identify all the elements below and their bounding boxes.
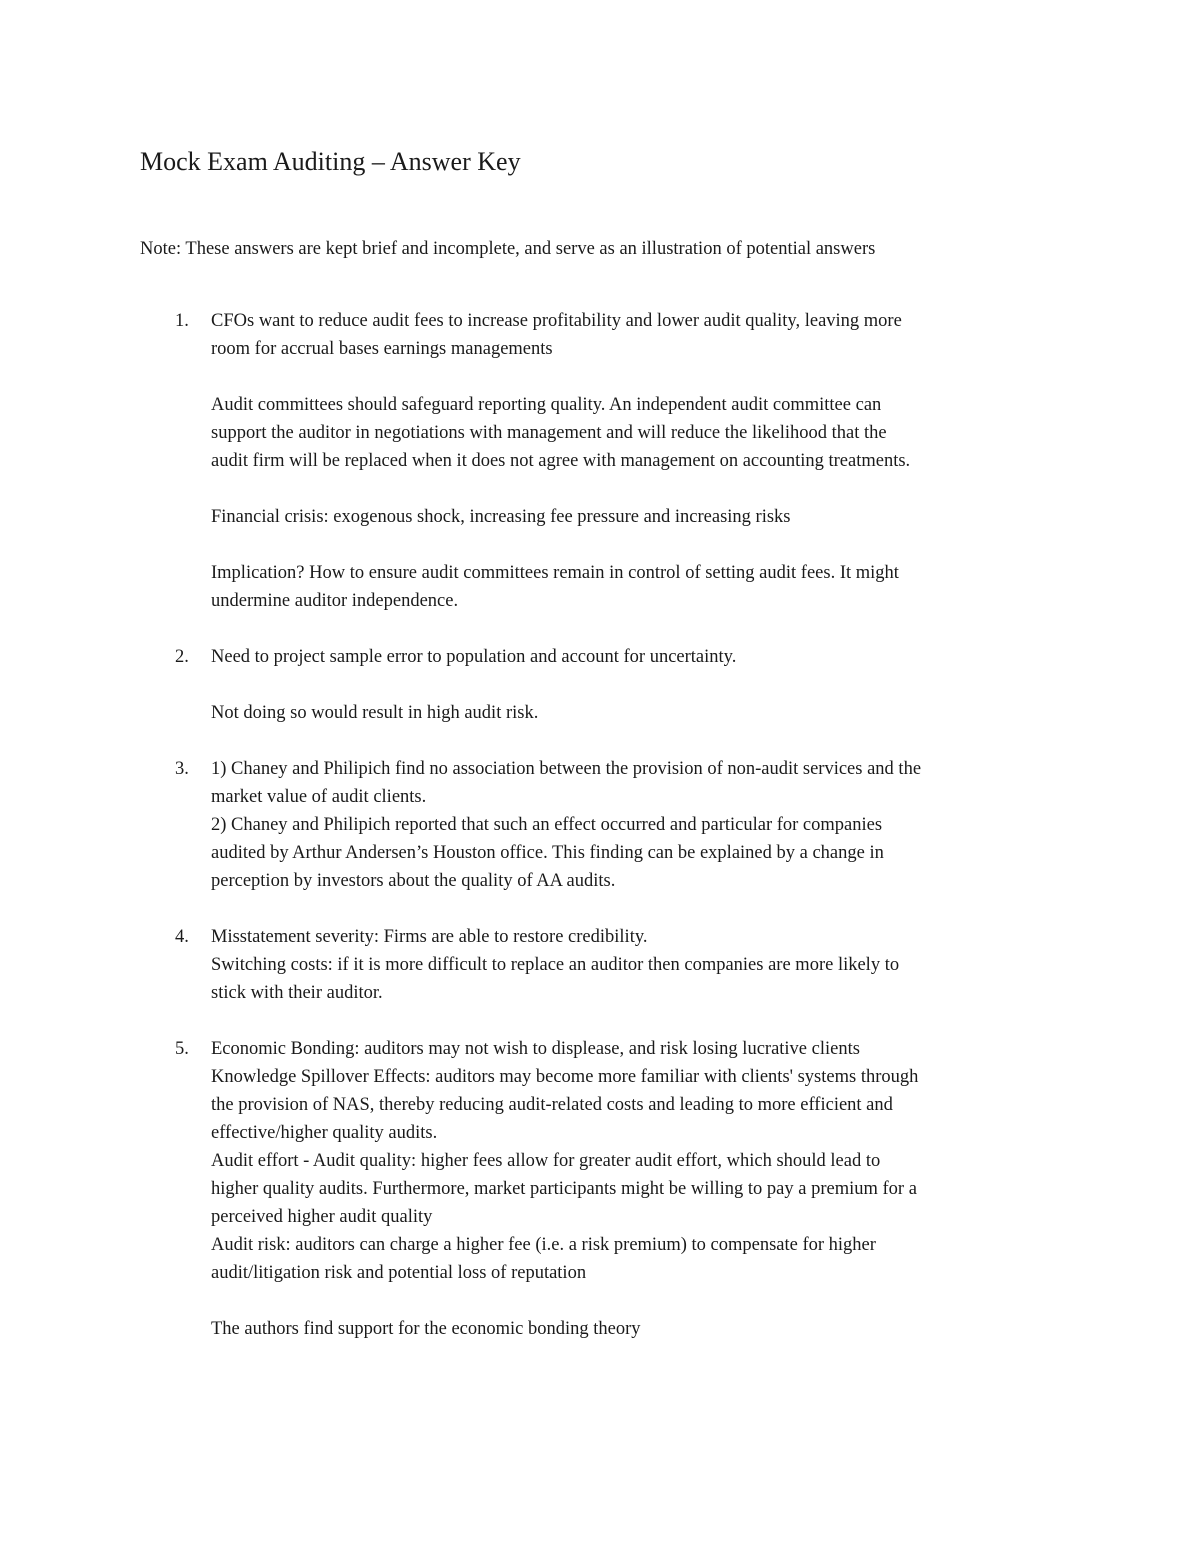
- text-line: Economic Bonding: auditors may not wish to displease, and risk losing lucrative clients: [211, 1039, 860, 1059]
- text-line: Audit risk: auditors can charge a higher fee (i.e. a risk premium) to compensate for higher: [211, 1235, 876, 1255]
- text-line: higher quality audits. Furthermore, market participants might be willing to pay a premium for a: [211, 1179, 917, 1199]
- text-line: CFOs want to reduce audit fees to increase profitability and lower audit quality, leaving more: [211, 311, 902, 331]
- answer-body: [211, 307, 1061, 615]
- note-text: Note: These answers are kept brief and incomplete, and serve as an illustration of potential answers: [140, 239, 876, 259]
- answer-paragraph: [211, 1315, 1061, 1343]
- text-line: audited by Arthur Andersen’s Houston office. This finding can be explained by a change in: [211, 843, 884, 863]
- answer-number: 4.: [175, 927, 189, 947]
- text-line: Financial crisis: exogenous shock, increasing fee pressure and increasing risks: [211, 507, 791, 527]
- document-title: Mock Exam Auditing – Answer Key: [140, 147, 521, 176]
- answer-item: [0, 643, 1200, 727]
- answer-number: 3.: [175, 759, 189, 779]
- answer-body: [211, 1035, 1061, 1343]
- answer-list: [0, 307, 1200, 1371]
- answer-paragraph: [211, 699, 1061, 727]
- answer-paragraph: [211, 559, 1061, 615]
- answer-paragraph: [211, 923, 1061, 1007]
- text-line: room for accrual bases earnings managements: [211, 339, 553, 359]
- answer-item: [0, 755, 1200, 895]
- answer-number: 5.: [175, 1039, 189, 1059]
- text-line: Audit committees should safeguard reporting quality. An independent audit committee can: [211, 395, 882, 415]
- text-line: The authors find support for the economic bonding theory: [211, 1319, 641, 1339]
- text-line: perception by investors about the quality of AA audits.: [211, 871, 616, 891]
- text-line: effective/higher quality audits.: [211, 1123, 438, 1143]
- answer-paragraph: [211, 391, 1061, 475]
- answer-item: [0, 923, 1200, 1007]
- text-line: stick with their auditor.: [211, 983, 383, 1003]
- text-line: undermine auditor independence.: [211, 591, 459, 611]
- answer-body: [211, 643, 1061, 727]
- text-line: audit firm will be replaced when it does not agree with management on accounting treatments.: [211, 451, 911, 471]
- answer-body: [211, 755, 1061, 895]
- answer-paragraph: [211, 643, 1061, 671]
- answer-item: [0, 1035, 1200, 1343]
- text-line: Misstatement severity: Firms are able to restore credibility.: [211, 927, 648, 947]
- text-line: Audit effort - Audit quality: higher fees allow for greater audit effort, which should lead to: [211, 1151, 881, 1171]
- answer-item: [0, 307, 1200, 615]
- answer-body: [211, 923, 1061, 1007]
- text-line: audit/litigation risk and potential loss of reputation: [211, 1263, 587, 1283]
- text-line: market value of audit clients.: [211, 787, 427, 807]
- text-line: Switching costs: if it is more difficult to replace an auditor then companies are more likely to: [211, 955, 900, 975]
- text-line: Need to project sample error to population and account for uncertainty.: [211, 647, 737, 667]
- answer-paragraph: [211, 755, 1061, 895]
- answer-number: 1.: [175, 311, 189, 331]
- answer-paragraph: [211, 1035, 1061, 1287]
- text-line: the provision of NAS, thereby reducing audit-related costs and leading to more efficient and: [211, 1095, 893, 1115]
- answer-paragraph: [211, 307, 1061, 363]
- answer-number: 2.: [175, 647, 189, 667]
- text-line: perceived higher audit quality: [211, 1207, 433, 1227]
- answer-paragraph: [211, 503, 1061, 531]
- text-line: Not doing so would result in high audit risk.: [211, 703, 539, 723]
- text-line: support the auditor in negotiations with management and will reduce the likelihood that the: [211, 423, 887, 443]
- text-line: 2) Chaney and Philipich reported that such an effect occurred and particular for companies: [211, 815, 883, 835]
- text-line: Knowledge Spillover Effects: auditors may become more familiar with clients' systems through: [211, 1067, 919, 1087]
- text-line: 1) Chaney and Philipich find no association between the provision of non-audit services and the: [211, 759, 922, 779]
- text-line: Implication? How to ensure audit committees remain in control of setting audit fees. It might: [211, 563, 899, 583]
